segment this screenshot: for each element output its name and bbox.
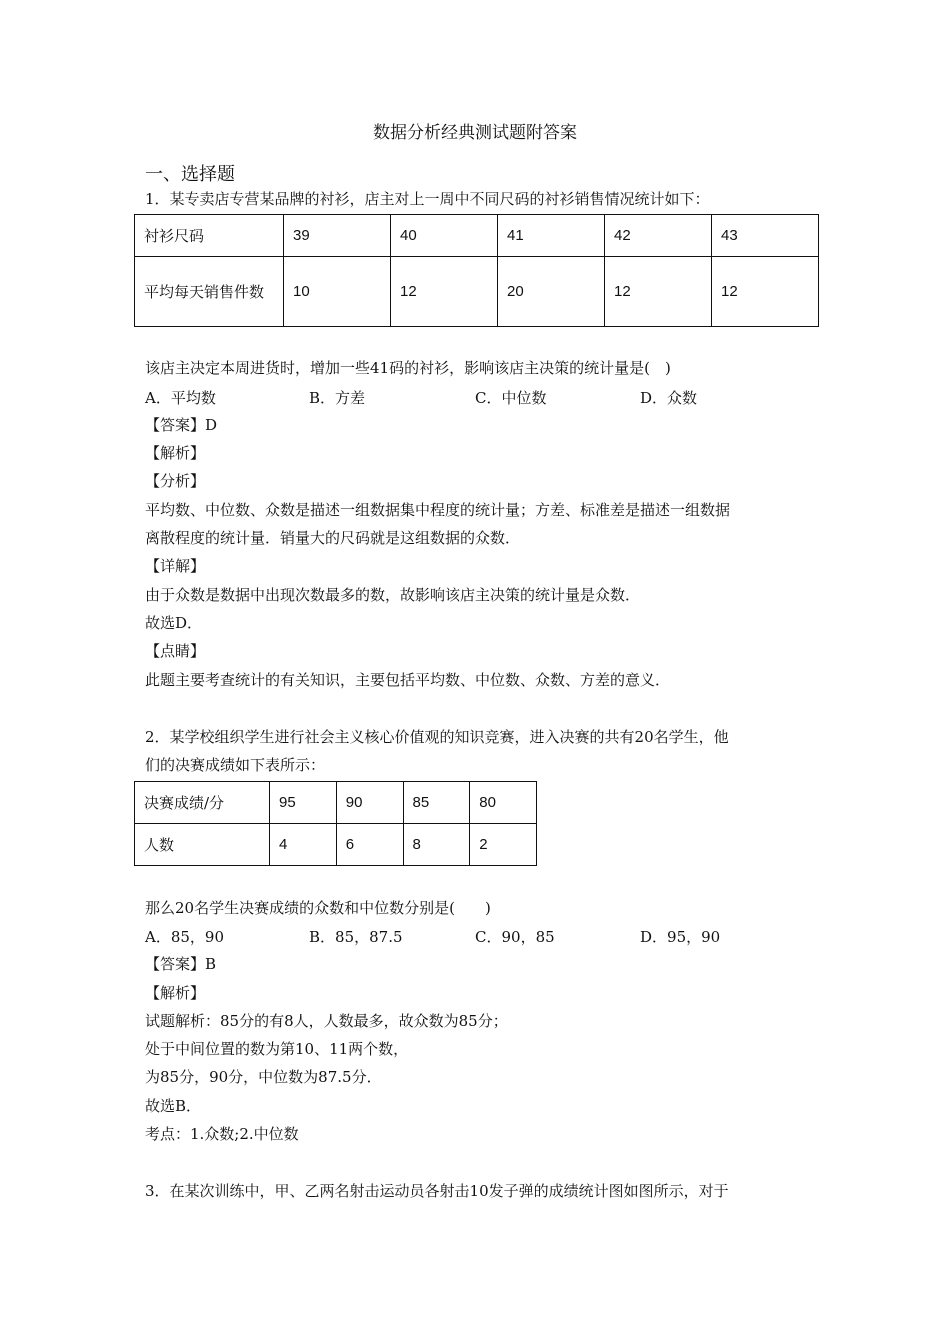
table-cell: 12 [605,257,712,327]
table-cell: 衬衫尺码 [135,215,284,257]
table-cell: 85 [403,782,470,824]
q2-analysis-line-2: 处于中间位置的数为第10、11两个数， [145,1040,409,1058]
table-cell: 12 [712,257,819,327]
q1-fenxi-text-1: 平均数、中位数、众数是描述一组数据集中程度的统计量；方差、标准差是描述一组数据 [145,501,731,519]
page-title: 数据分析经典测试题附答案 [373,123,577,143]
q1-table [134,214,819,327]
table-row [135,215,819,257]
q2-analysis-line-3: 为85分，90分，中位数为87.5分． [145,1068,382,1086]
table-row [135,782,537,824]
table-cell: 43 [712,215,819,257]
table-cell: 80 [470,782,537,824]
q2-stem-line-1: 2．某学校组织学生进行社会主义核心价值观的知识竞赛，进入决赛的共有20名学生，他 [145,728,729,746]
q3-stem: 3．在某次训练中，甲、乙两名射击运动员各射击10发子弹的成绩统计图如图所示，对于 [145,1182,729,1200]
table-cell: 39 [284,215,391,257]
table-cell: 人数 [135,824,270,866]
q2-question: 那么20名学生决赛成绩的众数和中位数分别是( ) [145,899,491,917]
table-cell: 20 [498,257,605,327]
q2-table [134,781,537,866]
q2-kaodian: 考点：1.众数;2.中位数 [145,1125,299,1143]
q2-option-b: B．85，87.5 [309,928,403,946]
q1-jiexi-heading: 【解析】 [145,444,206,462]
table-cell: 决赛成绩/分 [135,782,270,824]
q1-option-a: A．平均数 [145,389,216,407]
q1-dianjing-text: 此题主要考查统计的有关知识，主要包括平均数、中位数、众数、方差的意义． [145,671,671,689]
table-cell: 41 [498,215,605,257]
q2-option-c: C．90，85 [475,928,555,946]
q1-stem: 1．某专卖店专营某品牌的衬衫，店主对上一周中不同尺码的衬衫销售情况统计如下： [145,190,710,208]
table-row [135,257,819,327]
q1-option-d: D．众数 [640,389,698,407]
section-heading: 一、选择题 [145,164,235,185]
q2-answer: 【答案】B [145,955,217,973]
q1-xiangjie-heading: 【详解】 [145,557,206,575]
q2-jiexi-heading: 【解析】 [145,984,206,1002]
q1-fenxi-heading: 【分析】 [145,472,206,490]
table-cell: 平均每天销售件数 [135,257,284,327]
q1-option-c: C．中位数 [475,389,547,407]
q2-analysis-line-1: 试题解析：85分的有8人，人数最多，故众数为85分； [145,1012,508,1030]
table-row [135,824,537,866]
q2-choose: 故选B． [145,1097,202,1115]
q1-xiangjie-text: 由于众数是数据中出现次数最多的数，故影响该店主决策的统计量是众数． [145,586,641,604]
table-cell: 90 [336,782,403,824]
table-cell: 95 [270,782,337,824]
table-cell: 2 [470,824,537,866]
q1-option-b: B．方差 [309,389,366,407]
q1-dianjing-heading: 【点睛】 [145,642,206,660]
table-cell: 8 [403,824,470,866]
table-cell: 10 [284,257,391,327]
table-cell: 12 [391,257,498,327]
q2-option-d: D．95，90 [640,928,721,946]
table-cell: 4 [270,824,337,866]
q1-question: 该店主决定本周进货时，增加一些41码的衬衫，影响该店主决策的统计量是( ) [145,359,671,377]
q2-option-a: A．85，90 [145,928,225,946]
table-cell: 42 [605,215,712,257]
q2-stem-line-2: 们的决赛成绩如下表所示： [145,756,326,774]
q1-fenxi-text-2: 离散程度的统计量．销量大的尺码就是这组数据的众数． [145,529,521,547]
table-cell: 6 [336,824,403,866]
table-cell: 40 [391,215,498,257]
q1-answer: 【答案】D [145,416,218,434]
q1-choose: 故选D． [145,614,203,632]
